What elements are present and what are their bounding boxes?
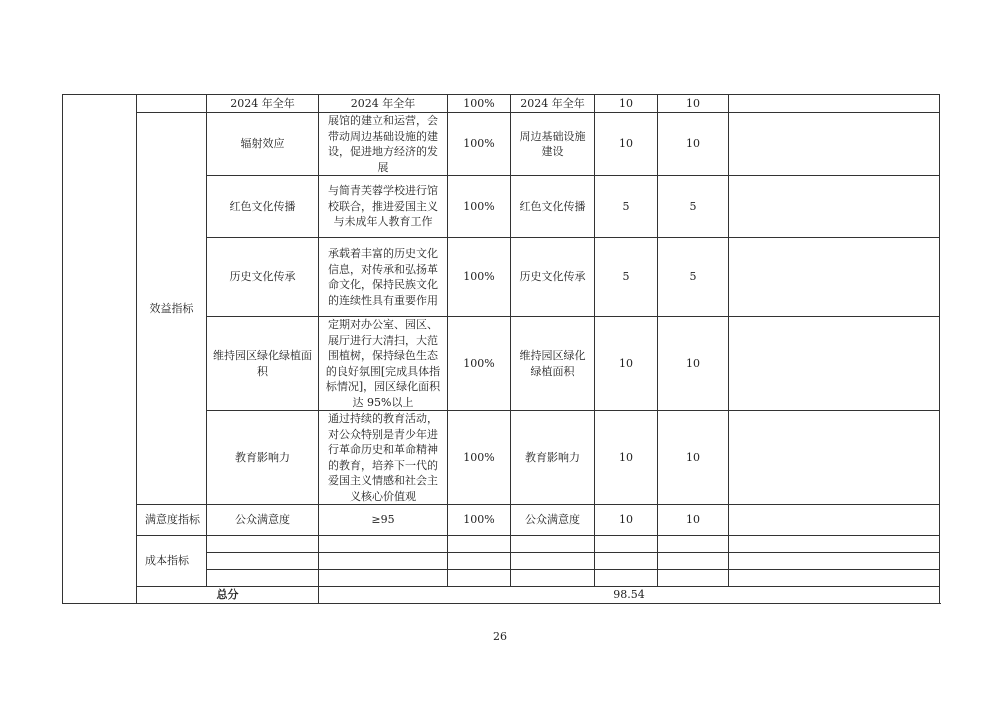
target-cell: 通过持续的教育活动，对公众特别是青少年进行革命历史和革命精神的教育，培养下一代的爱国主义情感和社会主义核心价值观 xyxy=(319,411,448,505)
total-value: 98.54 xyxy=(319,587,940,604)
total-row xyxy=(63,587,940,604)
score-cell: 5 xyxy=(658,238,729,317)
completion-cell: 100% xyxy=(448,113,511,176)
actual-cell: 教育影响力 xyxy=(511,411,595,505)
score-cell: 10 xyxy=(658,317,729,411)
actual-cell: 红色文化传播 xyxy=(511,176,595,238)
empty-cell xyxy=(658,570,729,587)
indicator-cell: 辐射效应 xyxy=(207,113,319,176)
empty-cell xyxy=(658,536,729,553)
indicator-cell: 教育影响力 xyxy=(207,411,319,505)
total-label: 总分 xyxy=(137,587,319,604)
remarks-cell xyxy=(729,113,940,176)
indicator-cell: 红色文化传播 xyxy=(207,176,319,238)
actual-cell: 维持园区绿化绿植面积 xyxy=(511,317,595,411)
indicator-cell: 2024 年全年 xyxy=(207,95,319,113)
actual-cell: 2024 年全年 xyxy=(511,95,595,113)
score-cell: 10 xyxy=(658,95,729,113)
empty-cell xyxy=(137,95,207,113)
completion-cell: 100% xyxy=(448,176,511,238)
target-cell: ≥95 xyxy=(319,505,448,536)
weight-cell: 10 xyxy=(595,505,658,536)
score-cell: 10 xyxy=(658,113,729,176)
empty-cell xyxy=(448,570,511,587)
score-cell: 10 xyxy=(658,411,729,505)
target-cell: 与简青芙蓉学校进行馆校联合，推进爱国主义与未成年人教育工作 xyxy=(319,176,448,238)
table-row xyxy=(63,95,940,113)
benefit-category-cell: 效益指标 xyxy=(137,113,207,505)
weight-cell: 10 xyxy=(595,113,658,176)
empty-cell xyxy=(511,536,595,553)
score-cell: 5 xyxy=(658,176,729,238)
remarks-cell xyxy=(729,411,940,505)
performance-table xyxy=(62,94,940,604)
empty-cell xyxy=(511,570,595,587)
empty-cell xyxy=(448,553,511,570)
completion-cell: 100% xyxy=(448,317,511,411)
empty-cell xyxy=(729,553,940,570)
weight-cell: 10 xyxy=(595,411,658,505)
actual-cell: 周边基础设施建设 xyxy=(511,113,595,176)
empty-cell xyxy=(319,536,448,553)
target-cell: 定期对办公室、园区、展厅进行大清扫，大范围植树，保持绿色生态的良好氛围[完成具体指标情况]，园区绿化面积达 95%以上 xyxy=(319,317,448,411)
target-cell: 承载着丰富的历史文化信息，对传承和弘扬革命文化，保持民族文化的连续性具有重要作用 xyxy=(319,238,448,317)
table-row xyxy=(63,505,940,536)
remarks-cell xyxy=(729,317,940,411)
empty-cell xyxy=(207,570,319,587)
completion-cell: 100% xyxy=(448,238,511,317)
merged-empty-cell xyxy=(63,95,137,604)
empty-cell xyxy=(729,570,940,587)
page-number: 26 xyxy=(493,630,507,643)
cost-category-cell: 成本指标 xyxy=(137,536,207,587)
weight-cell: 10 xyxy=(595,317,658,411)
completion-cell: 100% xyxy=(448,505,511,536)
indicator-cell: 历史文化传承 xyxy=(207,238,319,317)
empty-cell xyxy=(207,553,319,570)
completion-cell: 100% xyxy=(448,411,511,505)
empty-cell xyxy=(595,570,658,587)
actual-cell: 公众满意度 xyxy=(511,505,595,536)
weight-cell: 10 xyxy=(595,95,658,113)
empty-cell xyxy=(658,553,729,570)
empty-cell xyxy=(448,536,511,553)
weight-cell: 5 xyxy=(595,238,658,317)
empty-cell xyxy=(595,553,658,570)
empty-cell xyxy=(595,536,658,553)
weight-cell: 5 xyxy=(595,176,658,238)
table-row xyxy=(63,113,940,176)
empty-cell xyxy=(319,570,448,587)
remarks-cell xyxy=(729,95,940,113)
score-cell: 10 xyxy=(658,505,729,536)
remarks-cell xyxy=(729,505,940,536)
remarks-cell xyxy=(729,238,940,317)
empty-cell xyxy=(729,536,940,553)
target-cell: 2024 年全年 xyxy=(319,95,448,113)
remarks-cell xyxy=(729,176,940,238)
indicator-cell: 公众满意度 xyxy=(207,505,319,536)
completion-cell: 100% xyxy=(448,95,511,113)
empty-cell xyxy=(207,536,319,553)
table-row xyxy=(63,536,940,553)
actual-cell: 历史文化传承 xyxy=(511,238,595,317)
indicator-cell: 维持园区绿化绿植面积 xyxy=(207,317,319,411)
empty-cell xyxy=(319,553,448,570)
empty-cell xyxy=(511,553,595,570)
satisfaction-category-cell: 满意度指标 xyxy=(137,505,207,536)
target-cell: 展馆的建立和运营，会带动周边基础设施的建设，促进地方经济的发展 xyxy=(319,113,448,176)
